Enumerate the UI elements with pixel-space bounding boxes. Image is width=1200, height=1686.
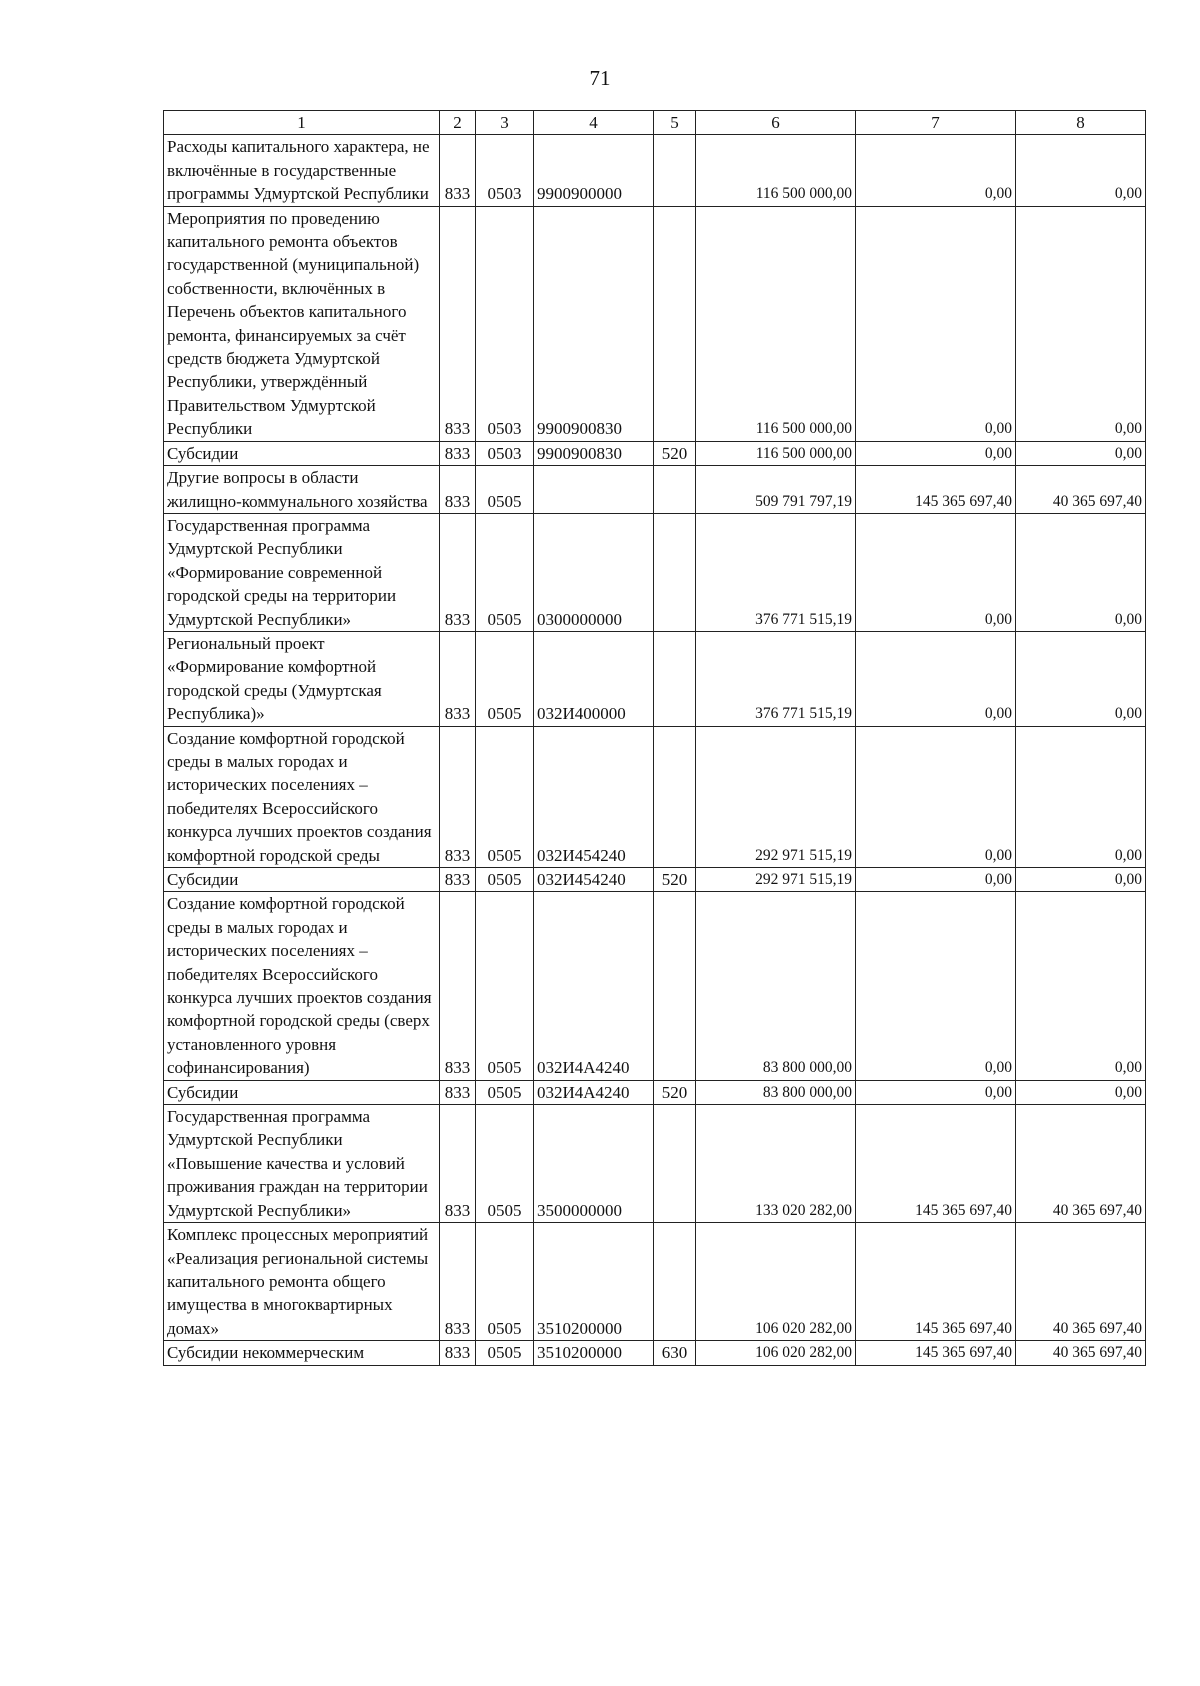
row-name: Другие вопросы в области жилищно-коммунального хозяйства (164, 466, 440, 514)
row-section-code: 0503 (476, 441, 534, 465)
row-name: Субсидии (164, 1080, 440, 1104)
page-number: 71 (589, 66, 611, 90)
table-row (164, 1080, 1146, 1104)
row-sum-col-6: 292 971 515,19 (696, 868, 856, 892)
row-expense-type (654, 631, 696, 726)
row-target-code: 3510200000 (534, 1341, 654, 1365)
row-sum-col-7: 0,00 (856, 892, 1016, 1080)
table-row (164, 892, 1146, 1080)
row-sum-col-7: 145 365 697,40 (856, 1105, 1016, 1223)
row-expense-type: 520 (654, 868, 696, 892)
row-name: Создание комфортной городской среды в малых городах и исторических поселениях – победителях Всероссийского конкурса лучших проектов создания комфортной городской среды (сверх установленного уровня софинансирования) (164, 892, 440, 1080)
header-col-6: 6 (696, 111, 856, 135)
row-section-code: 0503 (476, 206, 534, 441)
row-name: Комплекс процессных мероприятий «Реализация региональной системы капитального ремонта общего имущества в многоквартирных домах» (164, 1223, 440, 1341)
row-sum-col-7: 145 365 697,40 (856, 1341, 1016, 1365)
header-col-2: 2 (440, 111, 476, 135)
row-ministry-code: 833 (440, 513, 476, 631)
row-target-code: 032И454240 (534, 868, 654, 892)
row-section-code: 0505 (476, 1341, 534, 1365)
row-ministry-code: 833 (440, 1080, 476, 1104)
table-row (164, 135, 1146, 206)
row-section-code: 0505 (476, 726, 534, 867)
row-sum-col-8: 0,00 (1016, 513, 1146, 631)
row-target-code: 0300000000 (534, 513, 654, 631)
row-name: Субсидии некоммерческим (164, 1341, 440, 1365)
row-expense-type (654, 892, 696, 1080)
row-section-code: 0505 (476, 1105, 534, 1223)
row-ministry-code: 833 (440, 1341, 476, 1365)
row-name: Субсидии (164, 868, 440, 892)
header-col-5: 5 (654, 111, 696, 135)
row-expense-type: 520 (654, 441, 696, 465)
row-sum-col-6: 133 020 282,00 (696, 1105, 856, 1223)
row-name: Создание комфортной городской среды в малых городах и исторических поселениях – победителях Всероссийского конкурса лучших проектов создания комфортной городской среды (164, 726, 440, 867)
table-row (164, 1341, 1146, 1365)
row-sum-col-6: 292 971 515,19 (696, 726, 856, 867)
row-sum-col-7: 0,00 (856, 631, 1016, 726)
row-sum-col-8: 0,00 (1016, 441, 1146, 465)
header-col-7: 7 (856, 111, 1016, 135)
row-target-code: 9900900830 (534, 206, 654, 441)
row-expense-type (654, 726, 696, 867)
row-section-code: 0505 (476, 1223, 534, 1341)
row-sum-col-7: 0,00 (856, 206, 1016, 441)
row-sum-col-7: 145 365 697,40 (856, 466, 1016, 514)
row-sum-col-6: 376 771 515,19 (696, 513, 856, 631)
row-expense-type: 630 (654, 1341, 696, 1365)
row-name: Расходы капитального характера, не включённые в государственные программы Удмуртской Республики (164, 135, 440, 206)
row-sum-col-7: 0,00 (856, 513, 1016, 631)
row-sum-col-8: 0,00 (1016, 726, 1146, 867)
row-sum-col-6: 106 020 282,00 (696, 1223, 856, 1341)
row-sum-col-8: 0,00 (1016, 868, 1146, 892)
row-target-code: 9900900830 (534, 441, 654, 465)
table-row (164, 441, 1146, 465)
row-expense-type (654, 513, 696, 631)
row-sum-col-8: 0,00 (1016, 892, 1146, 1080)
row-section-code: 0505 (476, 1080, 534, 1104)
table-row (164, 1105, 1146, 1223)
row-sum-col-7: 0,00 (856, 441, 1016, 465)
row-sum-col-7: 0,00 (856, 726, 1016, 867)
row-sum-col-8: 0,00 (1016, 631, 1146, 726)
row-sum-col-8: 40 365 697,40 (1016, 466, 1146, 514)
row-ministry-code: 833 (440, 892, 476, 1080)
table-row (164, 1223, 1146, 1341)
table-row (164, 466, 1146, 514)
row-section-code: 0505 (476, 513, 534, 631)
row-sum-col-8: 40 365 697,40 (1016, 1341, 1146, 1365)
row-ministry-code: 833 (440, 466, 476, 514)
header-col-8: 8 (1016, 111, 1146, 135)
row-ministry-code: 833 (440, 135, 476, 206)
row-sum-col-7: 0,00 (856, 1080, 1016, 1104)
row-sum-col-8: 0,00 (1016, 206, 1146, 441)
row-sum-col-6: 116 500 000,00 (696, 441, 856, 465)
row-section-code: 0505 (476, 631, 534, 726)
table-row (164, 206, 1146, 441)
row-sum-col-6: 376 771 515,19 (696, 631, 856, 726)
row-sum-col-6: 116 500 000,00 (696, 206, 856, 441)
row-sum-col-7: 145 365 697,40 (856, 1223, 1016, 1341)
row-name: Государственная программа Удмуртской Республики «Формирование современной городской среды на территории Удмуртской Республики» (164, 513, 440, 631)
table-row (164, 513, 1146, 631)
row-target-code: 032И4А4240 (534, 1080, 654, 1104)
row-sum-col-8: 40 365 697,40 (1016, 1105, 1146, 1223)
row-ministry-code: 833 (440, 1223, 476, 1341)
row-target-code: 9900900000 (534, 135, 654, 206)
row-name: Мероприятия по проведению капитального ремонта объектов государственной (муниципальной) собственности, включённых в Перечень объектов капитального ремонта, финансируемых за счёт средств бюджета Удмуртской Республики, утверждённый Правительством Удмуртской Республики (164, 206, 440, 441)
row-section-code: 0505 (476, 868, 534, 892)
header-col-1: 1 (164, 111, 440, 135)
row-name: Государственная программа Удмуртской Республики «Повышение качества и условий проживания граждан на территории Удмуртской Республики» (164, 1105, 440, 1223)
row-sum-col-6: 83 800 000,00 (696, 1080, 856, 1104)
row-sum-col-6: 509 791 797,19 (696, 466, 856, 514)
header-col-3: 3 (476, 111, 534, 135)
row-target-code: 3510200000 (534, 1223, 654, 1341)
row-expense-type (654, 1105, 696, 1223)
row-target-code: 032И454240 (534, 726, 654, 867)
budget-table (163, 110, 1146, 1366)
row-section-code: 0505 (476, 466, 534, 514)
row-sum-col-7: 0,00 (856, 868, 1016, 892)
row-target-code: 032И4А4240 (534, 892, 654, 1080)
row-ministry-code: 833 (440, 631, 476, 726)
row-ministry-code: 833 (440, 206, 476, 441)
row-expense-type (654, 206, 696, 441)
row-section-code: 0503 (476, 135, 534, 206)
row-target-code: 032И400000 (534, 631, 654, 726)
row-section-code: 0505 (476, 892, 534, 1080)
row-expense-type (654, 1223, 696, 1341)
header-row (164, 111, 1146, 135)
row-ministry-code: 833 (440, 441, 476, 465)
table-row (164, 726, 1146, 867)
row-sum-col-8: 40 365 697,40 (1016, 1223, 1146, 1341)
row-ministry-code: 833 (440, 726, 476, 867)
row-expense-type (654, 135, 696, 206)
row-name: Субсидии (164, 441, 440, 465)
row-ministry-code: 833 (440, 1105, 476, 1223)
row-sum-col-6: 116 500 000,00 (696, 135, 856, 206)
row-sum-col-8: 0,00 (1016, 1080, 1146, 1104)
table-row (164, 631, 1146, 726)
row-sum-col-6: 106 020 282,00 (696, 1341, 856, 1365)
row-sum-col-6: 83 800 000,00 (696, 892, 856, 1080)
table-row (164, 868, 1146, 892)
row-sum-col-8: 0,00 (1016, 135, 1146, 206)
row-expense-type (654, 466, 696, 514)
header-col-4: 4 (534, 111, 654, 135)
row-name: Региональный проект «Формирование комфортной городской среды (Удмуртская Республика)» (164, 631, 440, 726)
row-expense-type: 520 (654, 1080, 696, 1104)
row-sum-col-7: 0,00 (856, 135, 1016, 206)
row-target-code (534, 466, 654, 514)
row-ministry-code: 833 (440, 868, 476, 892)
row-target-code: 3500000000 (534, 1105, 654, 1223)
